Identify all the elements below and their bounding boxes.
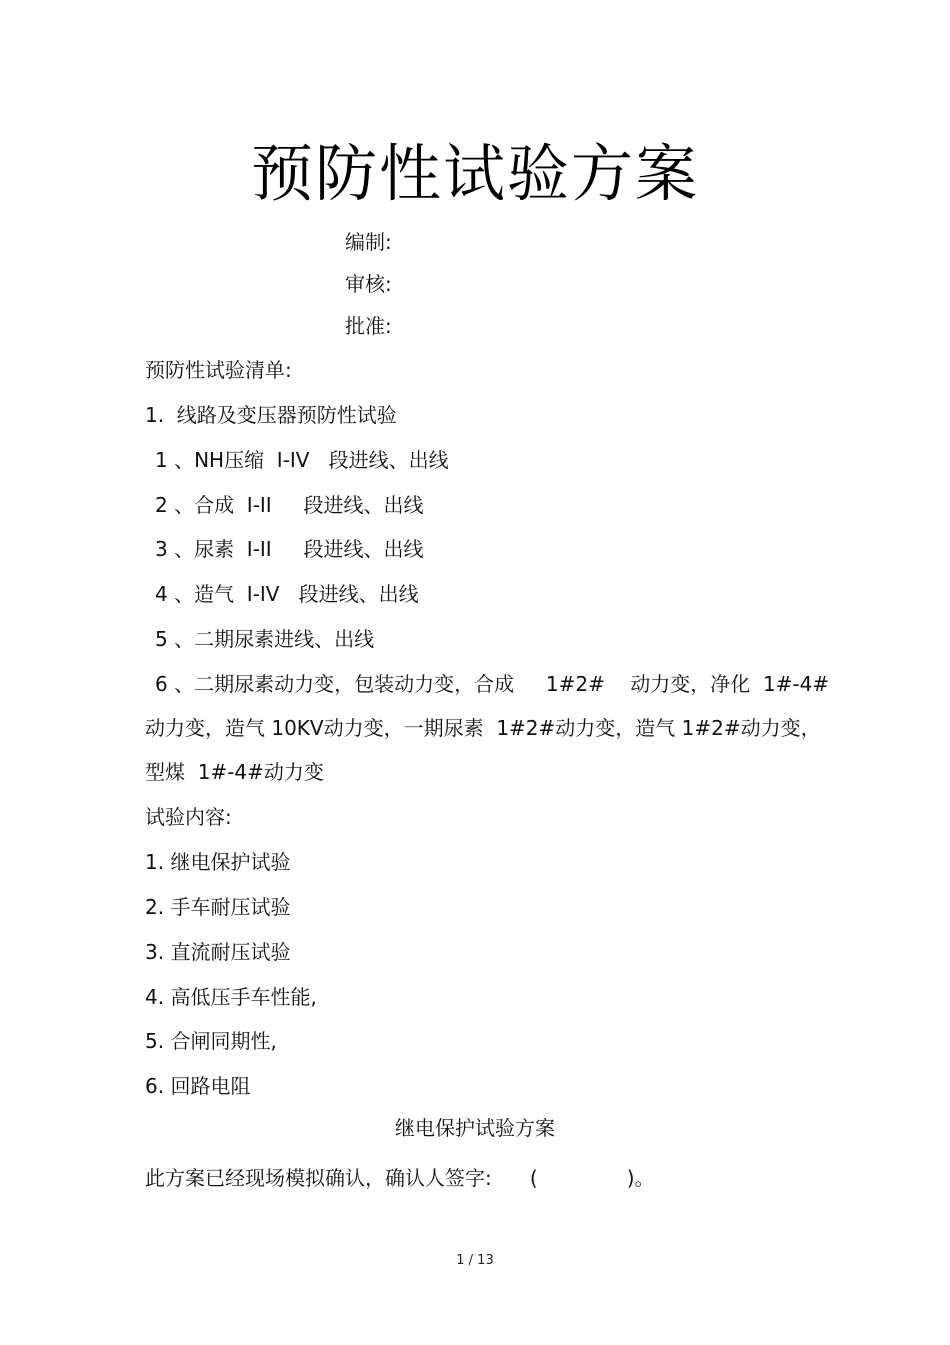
- section1-item-5: 5 、二期尿素进线、出线: [155, 627, 375, 651]
- section1-item-6-cont-1: 动力变，造气 10KV动力变，一期尿素 1#2#动力变，造气 1#2#动力变，: [145, 716, 821, 740]
- signature-compiled: 编制:: [345, 230, 392, 254]
- section1-item-1: 1 、NH压缩 I-IV 段进线、出线: [155, 448, 449, 472]
- section1-item-4: 4 、造气 I-IV 段进线、出线: [155, 582, 419, 606]
- content-item-5: 5. 合闸同期性,: [145, 1029, 277, 1053]
- content-heading: 试验内容:: [145, 805, 232, 829]
- confirm-text: 此方案已经现场模拟确认，确认人签字: ( )。: [145, 1166, 655, 1190]
- content-item-4: 4. 高低压手车性能,: [145, 985, 317, 1009]
- signature-reviewed: 审核:: [345, 272, 392, 296]
- document-title: 预防性试验方案: [250, 137, 699, 210]
- section1-item-3: 3 、尿素 I-II 段进线、出线: [155, 537, 424, 561]
- content-item-6: 6. 回路电阻: [145, 1074, 251, 1098]
- section1-item-2: 2 、合成 I-II 段进线、出线: [155, 493, 424, 517]
- content-item-1: 1. 继电保护试验: [145, 850, 291, 874]
- section1-title: 1. 线路及变压器预防性试验: [145, 403, 397, 427]
- page-number: 1 / 13: [456, 1253, 494, 1268]
- list-heading: 预防性试验清单:: [145, 358, 292, 382]
- signature-approved: 批准:: [345, 314, 392, 338]
- content-item-3: 3. 直流耐压试验: [145, 940, 291, 964]
- content-item-2: 2. 手车耐压试验: [145, 895, 291, 919]
- subsection-title: 继电保护试验方案: [395, 1116, 555, 1140]
- section1-item-6: 6 、二期尿素动力变，包装动力变，合成 1#2# 动力变，净化 1#-4#: [155, 672, 830, 696]
- section1-item-6-cont-2: 型煤 1#-4#动力变: [145, 760, 324, 784]
